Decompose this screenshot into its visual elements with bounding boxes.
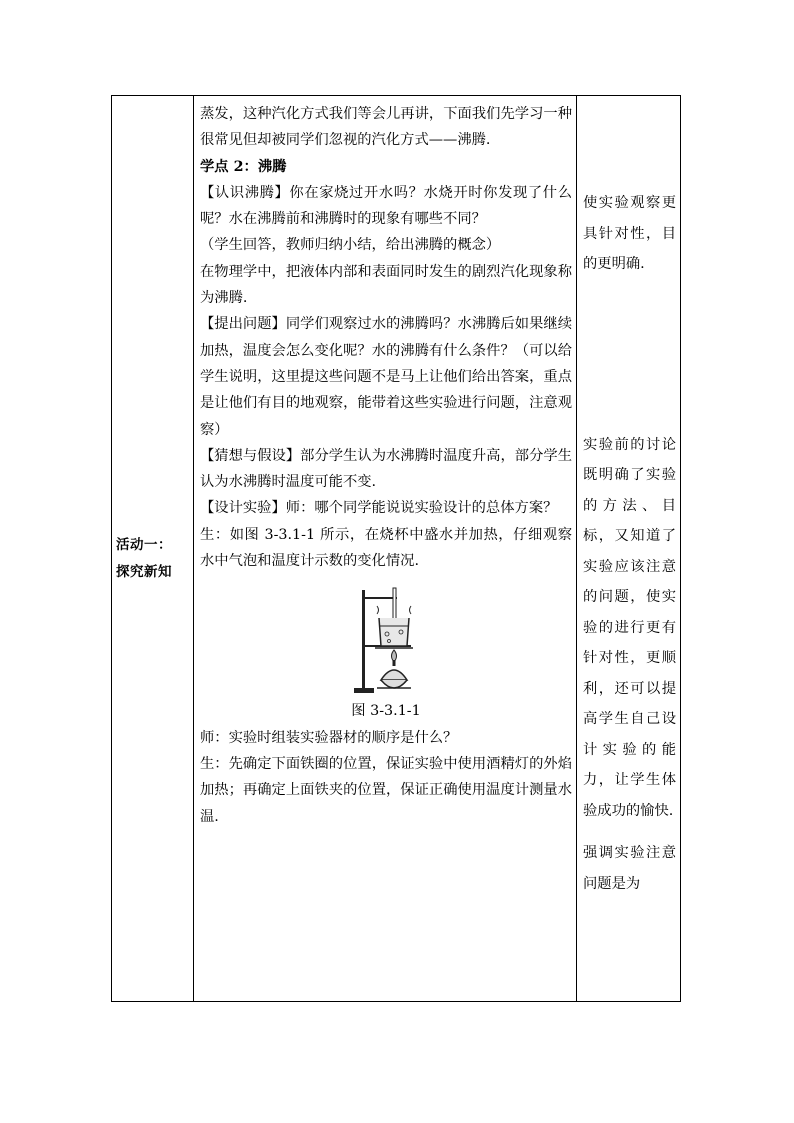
table-row [112, 96, 681, 1002]
activity-cell [112, 96, 194, 1002]
paragraph: 在物理学中，把液体内部和表面同时发生的剧烈汽化现象称为沸腾. [200, 263, 572, 307]
design-note: 使实验观察更具针对性，目的更明确. [583, 195, 676, 272]
paragraph: 蒸发，这种汽化方式我们等会儿再讲，下面我们先学习一种很常见但却被同学们忽视的汽化方式——沸腾. [200, 106, 572, 149]
figure-caption: 图 3-3.1-1 [351, 703, 421, 720]
paragraph: 【提出问题】同学们观察过水的沸腾吗？水沸腾后如果继续加热，温度会怎么变化呢？水的沸腾有什么条件？（可以给学生说明，这里提这些问题不是马上让他们给出答案，重点是让他们有目的地观察，能带着这些实验进行问题，注意观察） [200, 316, 572, 438]
paragraph: 生：先确定下面铁圈的位置，保证实验中使用酒精灯的外焰加热；再确定上面铁夹的位置，保证正确使用温度计测量水温. [200, 755, 572, 825]
apparatus-illustration [351, 584, 421, 696]
paragraph: 师：实验时组装实验器材的顺序是什么？ [200, 729, 458, 746]
paragraph: 【猜想与假设】部分学生认为水沸腾时温度升高，部分学生认为水沸腾时温度可能不变. [200, 447, 572, 491]
paragraph: 【设计实验】师：哪个同学能说说实验设计的总体方案？ [200, 500, 558, 517]
paragraph: 【认识沸腾】你在家烧过开水吗？水烧开时你发现了什么呢？水在沸腾前和沸腾时的现象有哪些不同？ [200, 184, 572, 228]
design-note: 实验前的讨论既明确了实验的方法、目标，又知道了实验应该注意的问题，使实验的进行更有针对性，更顺利，还可以提高学生自己设计实验的能力，让学生体验成功的愉快. [583, 436, 676, 819]
lesson-plan-table [111, 95, 681, 1002]
boiling-apparatus-figure [200, 584, 572, 724]
design-note: 强调实验注意问题是为 [583, 845, 676, 892]
design-intent-cell [577, 96, 681, 1002]
paragraph: 生：如图 3-3.1-1 所示，在烧杯中盛水并加热，仔细观察水中气泡和温度计示数的变化情况. [200, 526, 572, 570]
activity-subtitle: 探究新知 [116, 563, 172, 580]
teaching-content-cell [194, 96, 577, 1002]
activity-title: 活动一： [116, 536, 172, 553]
section-heading: 学点 2：沸腾 [200, 158, 287, 175]
paragraph: （学生回答，教师归纳小结，给出沸腾的概念） [200, 237, 501, 254]
